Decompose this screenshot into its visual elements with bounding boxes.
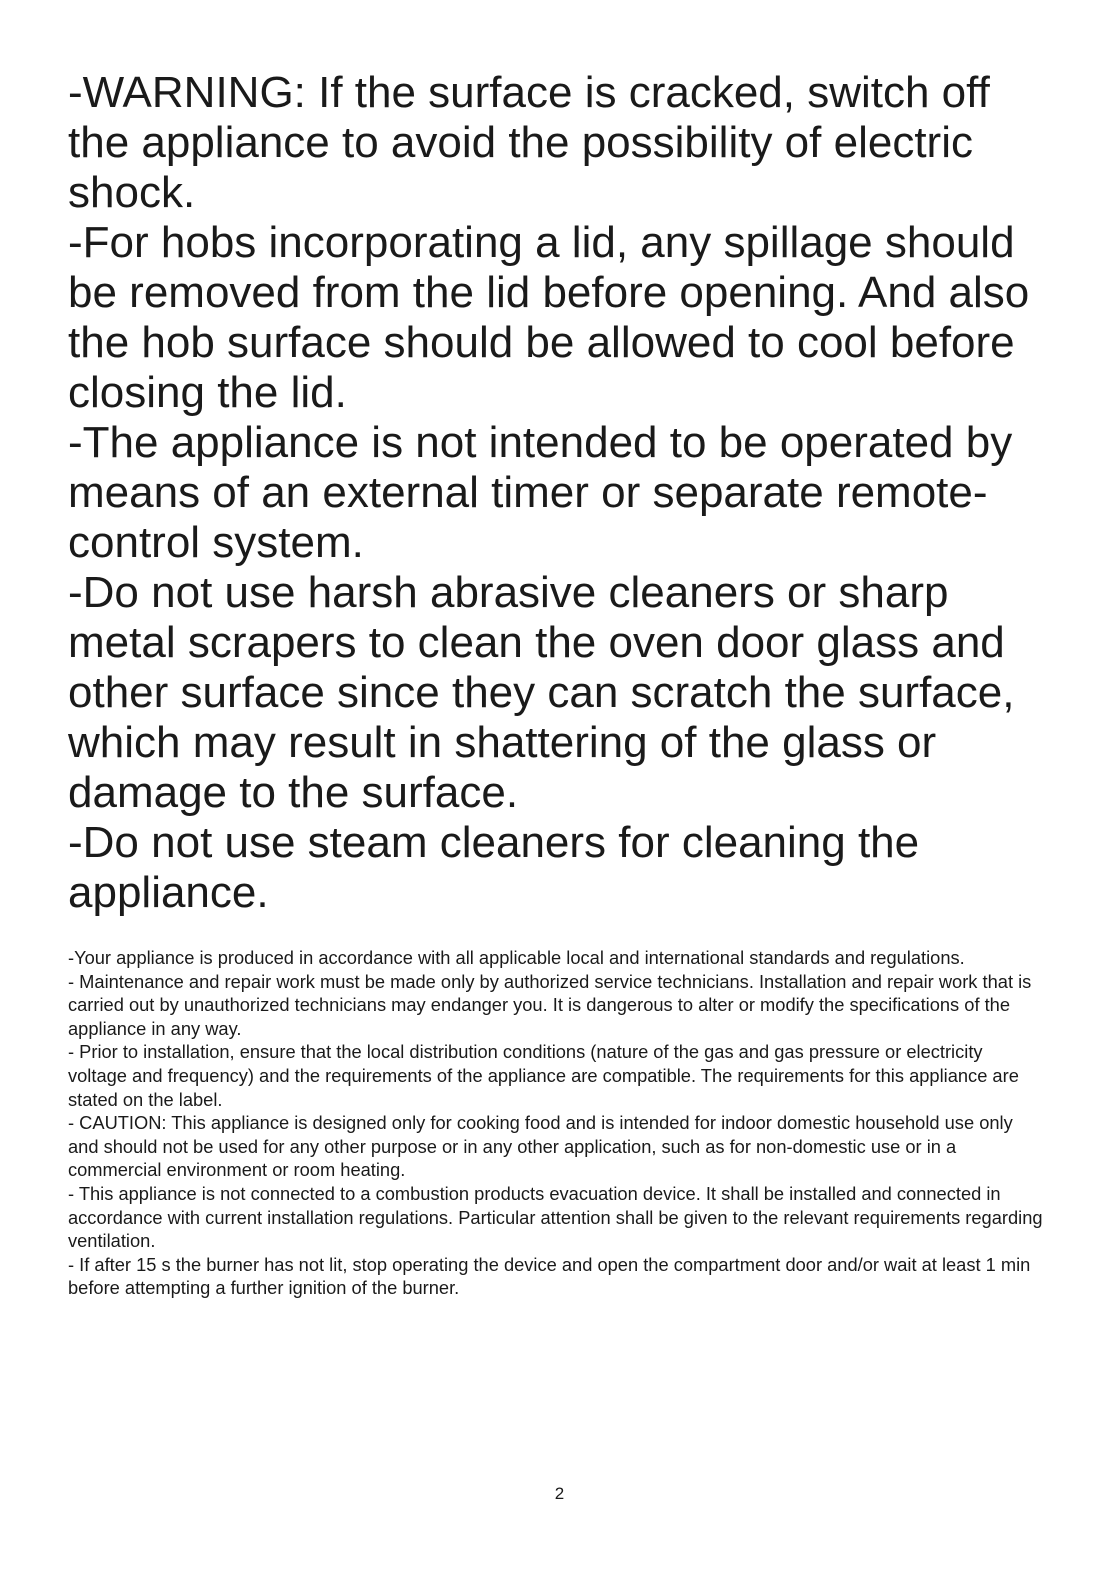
document-page (68, 68, 1043, 1300)
safety-warnings-large (68, 68, 1043, 918)
warning-steam-cleaners: -Do not use steam cleaners for cleaning the appliance. (68, 818, 920, 917)
warning-external-timer: -The appliance is not intended to be operated by means of an external timer or separate remote-control system. (68, 418, 1013, 567)
note-burner-ignition: - If after 15 s the burner has not lit, stop operating the device and open the compartment door and/or wait at least 1 min before attempting a further ignition of the burner. (68, 1253, 1031, 1299)
safety-notes-small (68, 946, 1043, 1300)
note-maintenance: - Maintenance and repair work must be made only by authorized service technicians. Installation and repair work that is carried out by unauthorized technicians may endanger you. It is dangerous to alter or modify the specifications of the appliance in any way. (68, 970, 1032, 1039)
note-installation-conditions: - Prior to installation, ensure that the local distribution conditions (nature of the gas and gas pressure or electricity voltage and frequency) and the requirements of the appliance are compatible. The requirements for this appliance are stated on the label. (68, 1041, 1019, 1110)
note-standards: -Your appliance is produced in accordance with all applicable local and international standards and regulations. (68, 947, 965, 968)
note-evacuation-device: - This appliance is not connected to a combustion products evacuation device. It shall be installed and connected in accordance with current installation regulations. Particular attention shall be given to the relevant requirements regarding ventilation. (68, 1182, 1043, 1252)
page-number: 2 (554, 1484, 565, 1503)
note-caution-domestic-use: - CAUTION: This appliance is designed only for cooking food and is intended for indoor domestic household use only and should not be used for any other purpose or in any other application, such as for non-domestic use or in a commercial environment or room heating. (68, 1112, 1013, 1181)
warning-abrasive-cleaners: -Do not use harsh abrasive cleaners or sharp metal scrapers to clean the oven door glass and other surface since they can scratch the surface, which may result in shattering of the glass or damage to the surface. (68, 568, 1015, 817)
warning-hob-lid: -For hobs incorporating a lid, any spillage should be removed from the lid before opening. And also the hob surface should be allowed to cool before closing the lid. (68, 218, 1030, 417)
warning-cracked-surface: -WARNING: If the surface is cracked, switch off the appliance to avoid the possibility of electric shock. (68, 68, 990, 217)
